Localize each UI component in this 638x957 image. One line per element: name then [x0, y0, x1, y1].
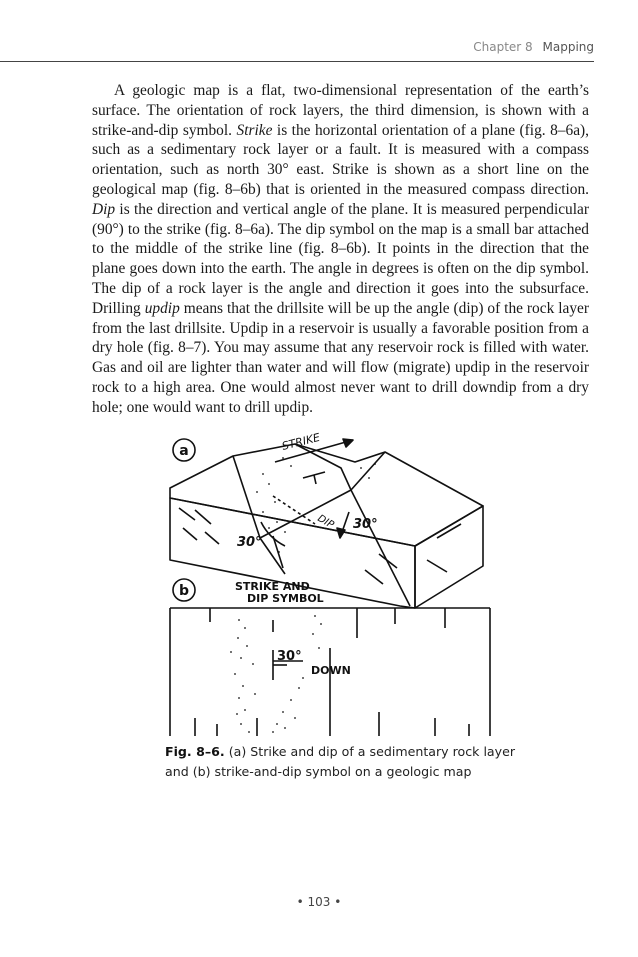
panel-a-label: a	[179, 443, 189, 459]
layer-lower-edge	[351, 490, 410, 606]
header-rule	[0, 61, 594, 62]
hatch	[205, 532, 219, 544]
strike-label: STRIKE	[280, 430, 322, 453]
block-top-surface	[170, 444, 483, 546]
chapter-number: Chapter 8	[473, 40, 533, 54]
hatch	[365, 570, 383, 584]
down-label: DOWN	[311, 664, 351, 677]
figure-caption	[165, 742, 525, 782]
angle-label-a1: 30°	[353, 517, 378, 532]
term-dip: Dip	[92, 200, 116, 218]
dip-angle-arrowhead	[337, 528, 345, 538]
layer-ridge	[295, 444, 385, 490]
symbol-title-line2: DIP SYMBOL	[247, 592, 324, 605]
term-strike: Strike	[236, 121, 273, 139]
text-run: means that the drillsite will be up the angle (dip) of the rock layer from the last drillsite. Updip in a reservoir is usually a favorable position from a dry hole (fig. 8–7). You may assume that any reservoir rock is filled with water. Gas and oil are lighter than water and will flow (migrate) updip in the reservoir rock to a high area. One would almost never want to drill downdip from a dry hole; one would want to drill updip.	[92, 299, 589, 416]
body-text	[92, 81, 589, 418]
figure-drawing	[165, 428, 505, 743]
hatch	[427, 560, 447, 572]
surface-dip-mark	[314, 475, 316, 484]
map-stipple	[230, 615, 322, 733]
dip-label: DIP	[315, 513, 336, 531]
angle-label-a2: 30°	[237, 535, 262, 550]
figure-8-6	[165, 428, 505, 743]
panel-b-label: b	[178, 583, 190, 599]
hatch	[379, 554, 397, 568]
running-header	[473, 40, 594, 54]
chapter-title: Mapping	[542, 40, 594, 54]
paragraph	[92, 81, 589, 418]
strike-arrowhead	[343, 439, 353, 447]
hatch	[195, 510, 211, 524]
dip-angle-arc	[261, 522, 285, 546]
text-run: is the horizontal orientation of a plane (fig. 8–6a), such as a sedimentary rock layer or a fault. It is measured with a compass orientation, such as north 30° east. Strike is shown as a short line on the geological map (fig. 8–6b) that is oriented in the measured compass direction.	[92, 121, 589, 198]
page-number: • 103 •	[296, 895, 342, 909]
term-updip: updip	[144, 299, 180, 317]
caption-text: (a) Strike and dip of a sedimentary rock layer and (b) strike-and-dip symbol on a geologic map	[165, 744, 516, 779]
text-run: A geologic map is a flat, two-dimensional representation of the earth’s surface. The orientation of rock layers, the third dimension, is shown with a strike-and-dip symbol.	[92, 82, 589, 139]
figure-label: Fig. 8–6.	[165, 744, 225, 759]
hatch	[179, 508, 195, 520]
text-run: is the direction and vertical angle of the plane. It is measured perpendicular (90°) to the strike (fig. 8–6a). The dip symbol on the map is a small bar attached to the middle of the strike line (fig. 8–6b). It points in the direction that the plane goes down into the earth. The angle in degrees is often on the dip symbol. The dip of a rock layer is the angle and direction it goes into the subsurface. Drilling	[92, 200, 589, 317]
hatch	[183, 528, 197, 540]
block-right-face	[415, 506, 483, 608]
angle-label-b: 30°	[277, 649, 302, 664]
symbol-title-line1: STRIKE AND	[235, 580, 310, 593]
